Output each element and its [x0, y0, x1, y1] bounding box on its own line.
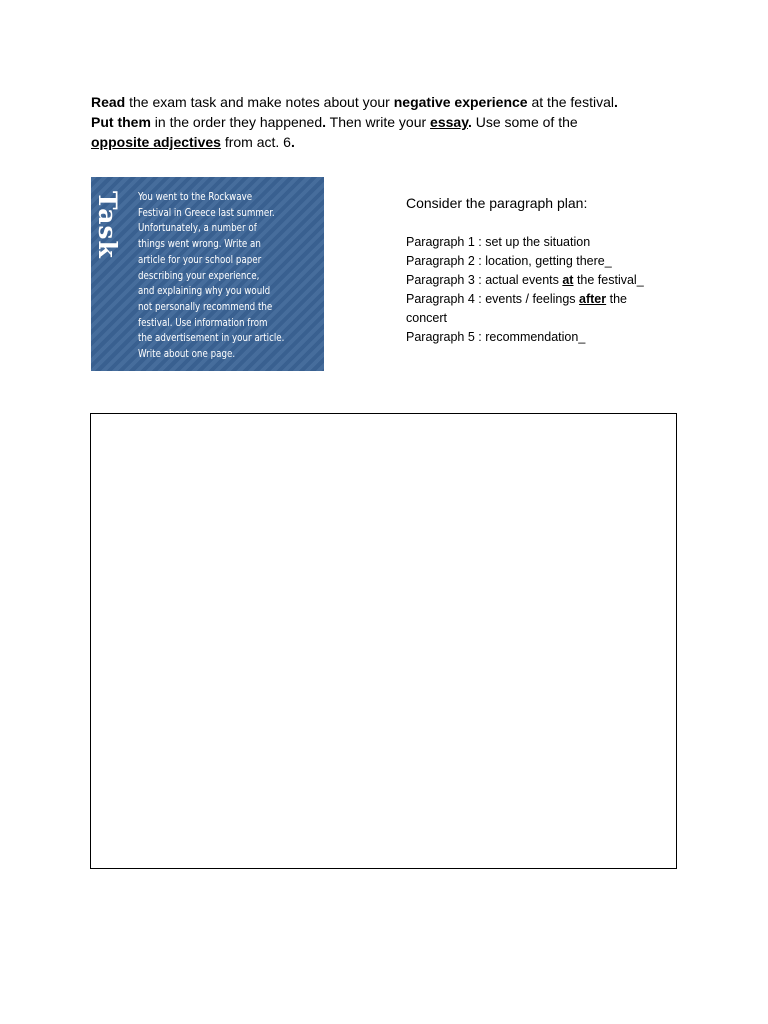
essay-writing-box[interactable] — [90, 413, 677, 869]
instructions-text: Use some of the — [471, 114, 578, 130]
essay-keyword: essay — [430, 114, 468, 130]
task-card-line: describing your experience, — [138, 268, 260, 282]
task-card-line: You went to the Rockwave — [138, 190, 253, 203]
plan-text: Paragraph 4 : events / feelings — [406, 292, 580, 306]
task-card-line: not personally recommend the — [138, 299, 273, 313]
period: . — [467, 114, 472, 130]
plan-text: the festival_ — [573, 273, 644, 287]
task-card-line: article for your school paper — [138, 252, 262, 266]
plan-text: the — [606, 292, 627, 306]
instructions — [91, 92, 691, 152]
negative-experience-keyword: negative experience — [393, 94, 528, 110]
instructions-text: Then write your — [326, 114, 431, 130]
plan-paragraph-5: Paragraph 5 : recommendation_ — [406, 330, 586, 344]
instructions-line-3 — [91, 132, 691, 152]
plan-text: Paragraph 3 : actual events — [406, 273, 563, 287]
period: . — [613, 94, 618, 110]
at-keyword: at — [562, 273, 574, 287]
plan-paragraph-2: Paragraph 2 : location, getting there_ — [406, 254, 612, 268]
instructions-text: from act. 6 — [220, 134, 291, 150]
plan-paragraph-4 — [406, 290, 686, 309]
task-card-line: things went wrong. Write an — [138, 237, 261, 251]
plan-heading: Consider the paragraph plan: — [406, 195, 588, 211]
plan-paragraph-4-continued: concert — [406, 311, 447, 325]
task-card-line: Festival in Greece last summer. — [138, 205, 275, 219]
task-card-line: festival. Use information from — [138, 315, 268, 329]
instructions-text: at the festival — [527, 94, 614, 110]
opposite-adjectives-keyword: opposite adjectives — [91, 134, 221, 150]
task-card-line: Write about one page. — [138, 347, 236, 361]
period: . — [290, 134, 295, 150]
paragraph-plan — [406, 193, 686, 347]
read-keyword: Read — [91, 94, 126, 110]
instructions-text: the exam task and make notes about your — [125, 94, 394, 110]
period: . — [322, 114, 327, 130]
instructions-text: in the order they happened — [150, 114, 323, 130]
task-card-text — [138, 189, 300, 362]
instructions-line-1 — [91, 92, 691, 112]
instructions-line-2 — [91, 112, 691, 132]
task-card-line: and explaining why you would — [138, 284, 271, 298]
plan-paragraph-3 — [406, 271, 686, 290]
after-keyword: after — [579, 292, 607, 306]
task-card-line: the advertisement in your article. — [138, 331, 285, 345]
put-them-keyword: Put them — [91, 114, 151, 130]
task-card-line: Unfortunately, a number of — [138, 221, 257, 235]
plan-paragraph-1: Paragraph 1 : set up the situation — [406, 235, 591, 249]
task-card-title: Task — [93, 191, 122, 259]
task-card — [91, 177, 324, 371]
